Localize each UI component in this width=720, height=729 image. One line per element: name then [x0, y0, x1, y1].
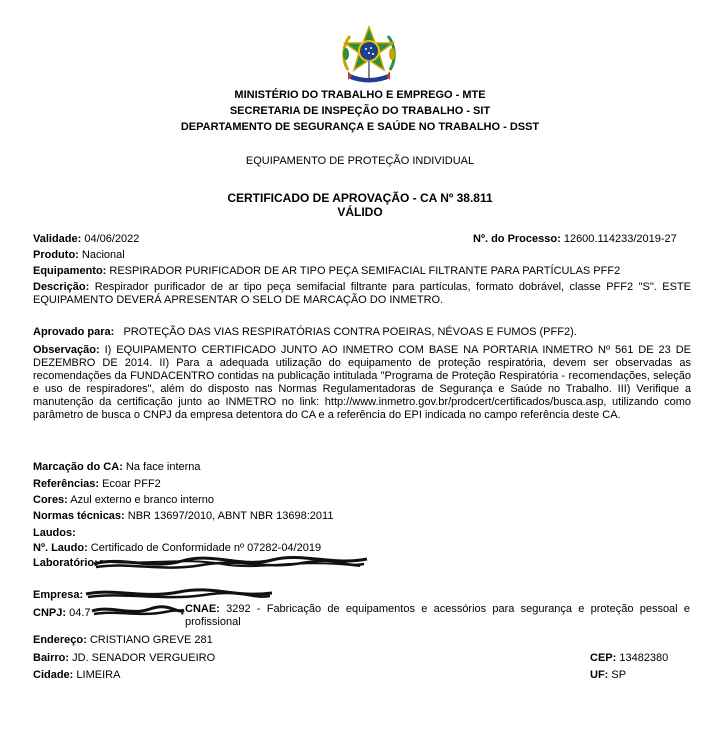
uf-row	[590, 669, 626, 682]
cores-row	[33, 494, 214, 507]
normas-row	[33, 510, 333, 523]
uf-label: UF:	[590, 669, 609, 681]
referencias-label: Referências:	[33, 478, 100, 490]
cnpj-row	[33, 607, 91, 620]
cnae-row	[185, 603, 690, 629]
ministry-title: MINISTÉRIO DO TRABALHO E EMPREGO - MTE	[234, 89, 486, 101]
validade-label: Validade:	[33, 233, 82, 245]
laboratorio-redaction	[92, 552, 370, 574]
endereco-value: CRISTIANO GREVE 281	[89, 634, 213, 646]
laboratorio-label: Laboratório:	[33, 557, 98, 569]
referencias-row	[33, 478, 161, 491]
descricao-value: Respirador purificador de ar tipo peça semifacial filtrante para partículas, formato dobrável, classe PFF2 "S". ESTE EQUIPAMENTO DEVERÁ APRESENTAR O SELO DE MARCAÇÃO DO INMETRO.	[33, 281, 691, 306]
validade-row	[33, 233, 139, 246]
secretariat-title: SECRETARIA DE INSPEÇÃO DO TRABALHO - SIT	[229, 105, 491, 117]
empresa-redaction	[84, 584, 274, 604]
cnae-label: CNAE:	[185, 603, 220, 615]
aprovado-label: Aprovado para:	[33, 326, 115, 338]
marcacao-label: Marcação do CA:	[33, 461, 123, 473]
department-title: DEPARTAMENTO DE SEGURANÇA E SAÚDE NO TRABALHO - DSST	[180, 121, 540, 133]
cnpj-redaction	[90, 601, 186, 621]
descricao-row	[33, 281, 691, 307]
equipamento-label: Equipamento:	[33, 265, 107, 277]
cidade-row	[33, 669, 120, 682]
cep-value: 13482380	[619, 652, 669, 664]
observacao-label: Observação:	[33, 344, 100, 356]
equipamento-row	[33, 265, 620, 278]
empresa-row	[33, 589, 83, 602]
aprovado-row	[33, 326, 577, 339]
laboratorio-row	[33, 557, 98, 570]
cidade-value: LIMEIRA	[76, 669, 121, 681]
cnpj-partial-value: 04.7	[69, 607, 91, 619]
laudo-row	[33, 542, 321, 555]
cnae-value: 3292 - Fabricação de equipamentos e acessórios para segurança e proteção pessoal e profissional	[185, 603, 690, 628]
descricao-label: Descrição:	[33, 281, 90, 293]
cores-value: Azul externo e branco interno	[70, 494, 214, 506]
produto-label: Produto:	[33, 249, 79, 261]
cep-label: CEP:	[590, 652, 617, 664]
laudos-row	[33, 527, 76, 540]
observacao-value: I) EQUIPAMENTO CERTIFICADO JUNTO AO INMETRO COM BASE NA PORTARIA INMETRO Nº 561 DE 23 DE DEZEMBRO DE 2014. II) Para a adequada utilização do equipamento de proteção respiratória, devem ser observadas as recomendações da FUNDACENTRO contidas na publicação intitulada "Programa de Proteção Respiratória - recomendações, seleção e uso de respiradores", além do disposto nas Normas Regulamentadoras de Segurança e Saúde no Trabalho. III) Verifique a manutenção da certificação junto ao INMETRO no link: http://www.inmetro.gov.br/prodcert/certificados/busca.asp, utilizando como parâmetro de busca o CNPJ da empresa detentora do CA e a referência do EPI indicada no campo referência deste CA.	[33, 344, 691, 421]
laudo-value: Certificado de Conformidade nº 07282-04/2019	[90, 542, 322, 554]
normas-value: NBR 13697/2010, ABNT NBR 13698:2011	[127, 510, 334, 522]
marcacao-row	[33, 461, 201, 474]
brazil-coat-of-arms-icon	[338, 24, 400, 86]
referencias-value: Ecoar PFF2	[102, 478, 161, 490]
certificate-title: CERTIFICADO DE APROVAÇÃO - CA Nº 38.811	[227, 191, 493, 205]
validade-value: 04/06/2022	[84, 233, 140, 245]
observacao-row	[33, 344, 691, 422]
marcacao-value: Na face interna	[125, 461, 201, 473]
processo-value: 12600.114233/2019-27	[563, 233, 677, 245]
cores-label: Cores:	[33, 494, 68, 506]
normas-label: Normas técnicas:	[33, 510, 125, 522]
processo-label: Nº. do Processo:	[473, 233, 561, 245]
certificate-status: VÁLIDO	[337, 205, 383, 219]
bairro-row	[33, 652, 215, 665]
equipment-type-heading: EQUIPAMENTO DE PROTEÇÃO INDIVIDUAL	[245, 155, 475, 167]
produto-value: Nacional	[81, 249, 125, 261]
bairro-value: JD. SENADOR VERGUEIRO	[72, 652, 216, 664]
uf-value: SP	[611, 669, 627, 681]
empresa-label: Empresa:	[33, 589, 84, 601]
processo-row	[473, 233, 677, 246]
endereco-label: Endereço:	[33, 634, 87, 646]
equipamento-value: RESPIRADOR PURIFICADOR DE AR TIPO PEÇA SEMIFACIAL FILTRANTE PARA PARTÍCULAS PFF2	[109, 265, 621, 277]
cep-row	[590, 652, 668, 665]
cidade-label: Cidade:	[33, 669, 74, 681]
laudos-label: Laudos:	[33, 527, 76, 539]
cnpj-label: CNPJ:	[33, 607, 67, 619]
aprovado-value: PROTEÇÃO DAS VIAS RESPIRATÓRIAS CONTRA POEIRAS, NÉVOAS E FUMOS (PFF2).	[123, 326, 577, 338]
endereco-row	[33, 634, 213, 647]
laudo-label: Nº. Laudo:	[33, 542, 88, 554]
produto-row	[33, 249, 125, 262]
bairro-label: Bairro:	[33, 652, 70, 664]
